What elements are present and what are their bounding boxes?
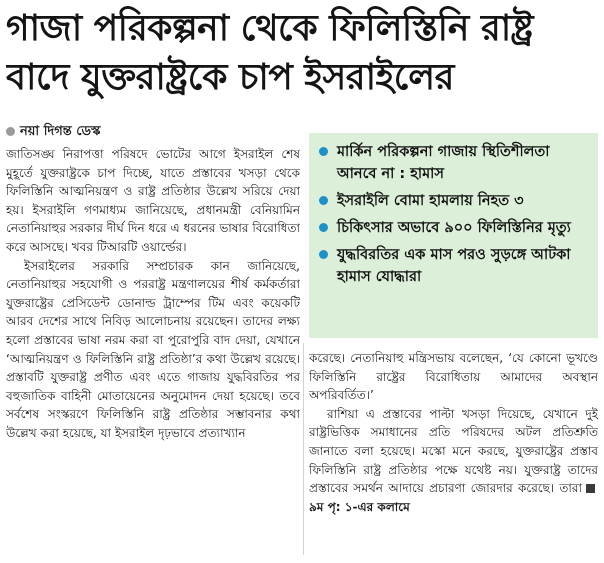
- highlight-item: [317, 244, 590, 288]
- highlight-text: চিকিৎসার অভাবে ৯০০ ফিলিস্তিনির মৃত্যু: [337, 220, 571, 236]
- byline-text: নয়া দিগন্ত ডেস্ক: [20, 124, 101, 139]
- highlight-item: [317, 217, 590, 239]
- headline: [6, 4, 598, 102]
- article-paragraph-4-text: রাশিয়া এ প্রস্তাবের পাল্টা খসড়া দিয়েছে, যেখানে দুই রাষ্ট্রভিত্তিক সমাধানের প্রতি পরিষদের অটল প্রতিশ্রুতি জানাতে বলা হয়েছে। মস্কো মনে করছে, যুক্তরাষ্ট্রের প্রস্তাব ফিলিস্তিনি রাষ্ট্র প্রতিষ্ঠার পক্ষে যথেষ্ট নয়। যুক্তরাষ্ট্র তাদের প্রস্তাবের সমর্থন আদায়ে প্রচারণা জোরদার করেছে। তারা: [309, 406, 598, 496]
- square-marker-icon: [586, 484, 595, 493]
- highlight-text: মার্কিন পরিকল্পনা গাজায় স্থিতিশীলতা আনবে না : হামাস: [337, 144, 550, 182]
- article-paragraph-2: ইসরাইলের সরকারি সম্প্রচারক কান জানিয়েছে, নেতানিয়াহুর সহযোগী ও পররাষ্ট্র মন্ত্রণালয়ের শীর্ষ কর্মকর্তারা যুক্তরাষ্ট্রের প্রেসিডেন্ট ডোনাল্ড ট্রাম্পের টিম এবং কয়েকটি আরব দেশের সাথে নিবিড় আলোচনায় রয়েছেন। তাদের লক্ষ্য হলো প্রস্তাবের ভাষা নরম করা বা পুরোপুরি বাদ দেয়া, যেখানে ‘আত্মনিয়ন্ত্রণ ও ফিলিস্তিনি রাষ্ট্র প্রতিষ্ঠা’র কথা উল্লেখ রয়েছে। প্রস্তাবটি যুক্তরাষ্ট্র প্রণীত এবং এতে গাজায় যুদ্ধবিরতির পর বহুজাতিক বাহিনী মোতায়েনের অনুমোদন দেয়া হয়েছে। তবে সর্বশেষ সংস্করণে ফিলিস্তিনি রাষ্ট্র প্রতিষ্ঠার সম্ভাবনার কথা উল্লেখ করা হয়েছে, যা ইসরাইল দৃঢ়ভাবে প্রত্যাখ্যান: [6, 258, 300, 440]
- highlight-text: যুদ্ধবিরতির এক মাস পরও সুড়ঙ্গে আটকা হামাস যোদ্ধারা: [337, 247, 571, 285]
- headline-line-2: বাদে যুক্তরাষ্ট্রকে চাপ ইসরাইলের: [6, 57, 454, 98]
- article-paragraph-4: [309, 405, 598, 517]
- blue-bullet-icon: [319, 196, 328, 205]
- continuation-text: ৯ম পৃ: ১-এর কলামে: [309, 499, 410, 514]
- byline-bullet-icon: [6, 127, 15, 136]
- headline-line-1: গাজা পরিকল্পনা থেকে ফিলিস্তিনি রাষ্ট্র: [6, 8, 534, 49]
- article-paragraph-1: জাতিসঙ্ঘ নিরাপত্তা পরিষদে ভোটের আগে ইসরাইল শেষ মুহূর্তে যুক্তরাষ্ট্রকে চাপ দিচ্ছে, যাতে প্রস্তাবের খসড়া থেকে ফিলিস্তিনি আত্মনিয়ন্ত্রণ ও রাষ্ট্র প্রতিষ্ঠার উল্লেখ সরিয়ে দেয়া হয়। ইসরাইলি গণমাধ্যম জানিয়েছে, প্রধানমন্ত্রী বেনিয়ামিন নেতানিয়াহুর সরকার দীর্ঘ দিন ধরে এ ধরনের ভাষার বিরোধিতা করে আসছে। খবর টিআরটি ওয়ার্ল্ডের।: [6, 147, 300, 254]
- highlight-item: [317, 141, 590, 185]
- highlight-item: [317, 190, 590, 212]
- blue-bullet-icon: [319, 223, 328, 232]
- article-column-left: [6, 145, 300, 555]
- blue-bullet-icon: [319, 250, 328, 259]
- blue-bullet-icon: [319, 147, 328, 156]
- highlight-text: ইসরাইলি বোমা হামলায় নিহত ৩: [337, 193, 524, 209]
- article-column-right: [309, 349, 598, 555]
- byline: [6, 122, 100, 143]
- column-divider: [303, 343, 304, 555]
- article-paragraph-3: করেছে। নেতানিয়াহু মন্ত্রিসভায় বলেছেন, ‘যে কোনো ভূখণ্ডে ফিলিস্তিনি রাষ্ট্রের বিরোধিতায় আমাদের অবস্থান অপরিবর্তিত।’: [309, 351, 598, 403]
- highlights-box: [309, 133, 598, 338]
